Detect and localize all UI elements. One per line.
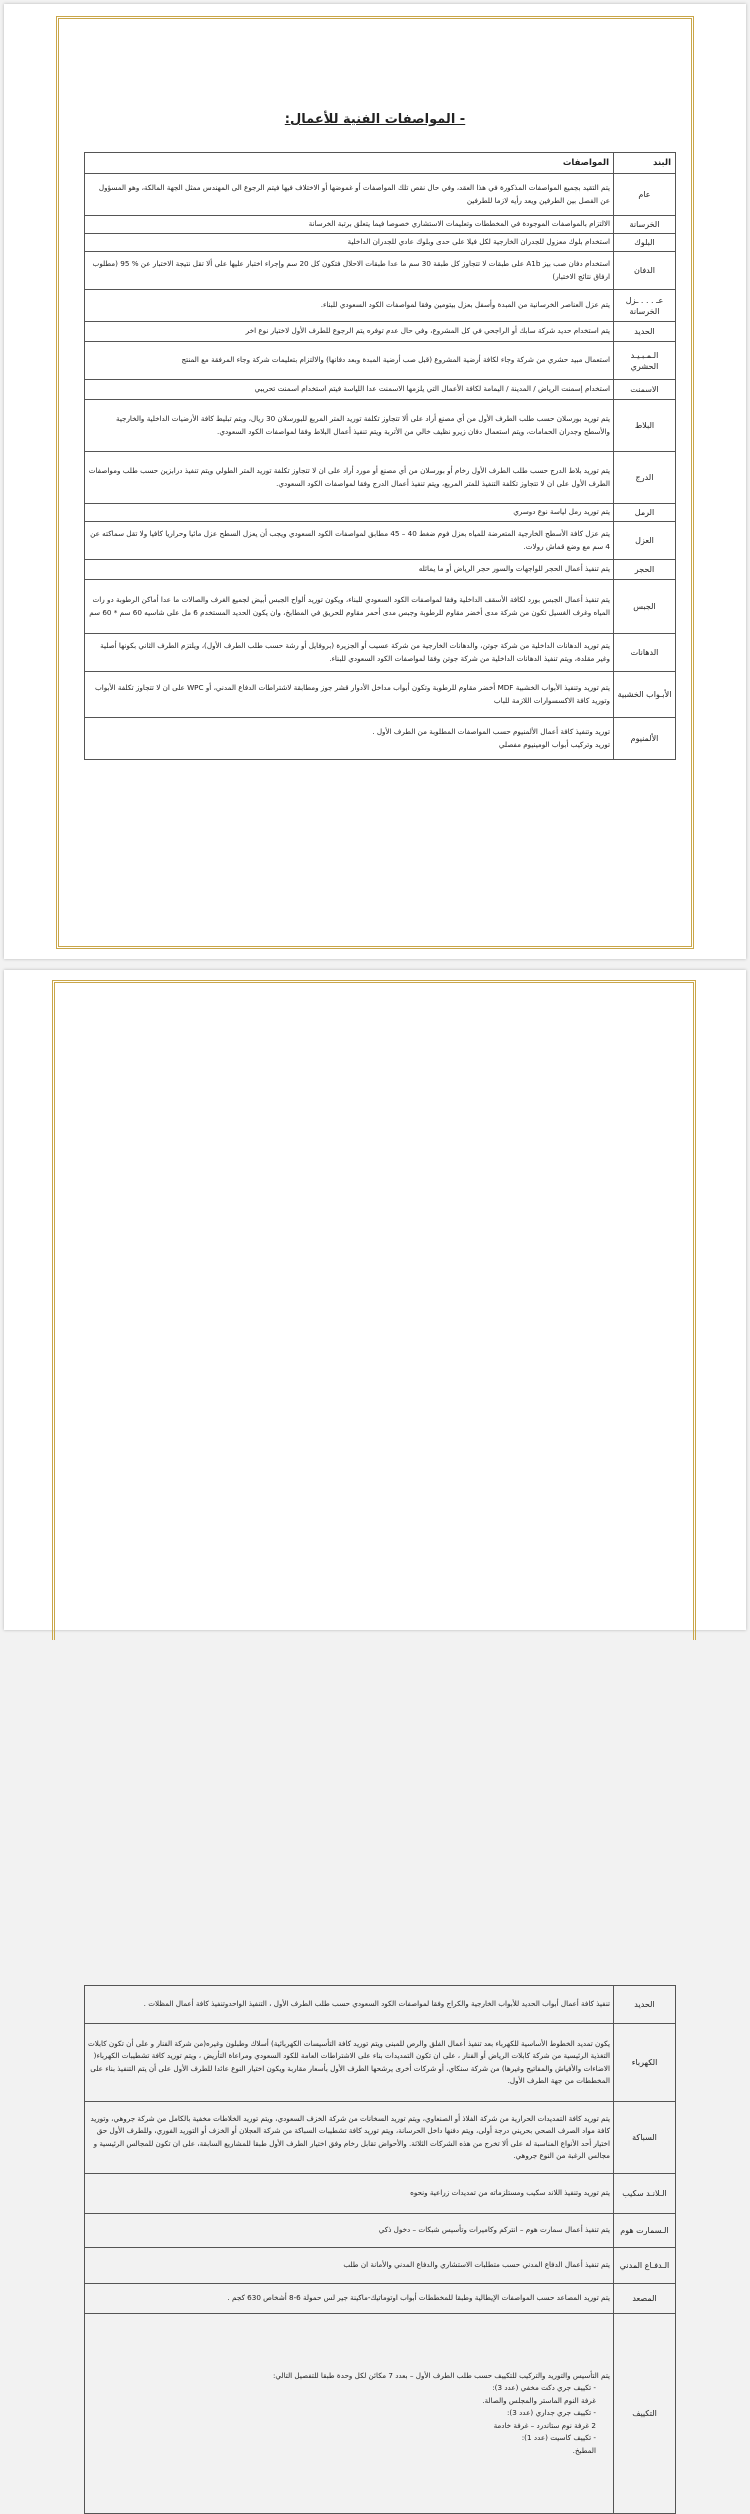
row-label: الحجر xyxy=(614,560,676,580)
row-spec xyxy=(85,718,614,760)
row-spec: يتم تنفيذ أعمال الحجر للواجهات والسور حجر الرياض أو ما يماثله xyxy=(85,560,614,580)
row-label: البلوك xyxy=(614,234,676,252)
document-page-1 xyxy=(4,4,746,959)
table-row xyxy=(85,1986,676,2024)
table-row xyxy=(85,560,676,580)
row-spec: استخدام إسمنت الرياض / المدينة / اليمامة لكافة الأعمال التي يلزمها الاسمنت عدا اللياسة فيتم استخدام اسمنت تحريبي xyxy=(85,380,614,400)
row-label: الـمـبـيـد الحشري xyxy=(614,342,676,380)
row-label: التكييف xyxy=(614,2314,676,2514)
row-label: الدرج xyxy=(614,452,676,504)
row-spec xyxy=(85,2314,614,2514)
table-row xyxy=(85,2314,676,2514)
header-spec: المواصفات xyxy=(85,153,614,174)
table-row xyxy=(85,580,676,634)
row-label: الـلانـد سكيب xyxy=(614,2174,676,2214)
table-row xyxy=(85,2214,676,2248)
table-header-row xyxy=(85,153,676,174)
table-row xyxy=(85,252,676,290)
page-title: - المواصفات الفنية للأعمال: xyxy=(284,112,466,127)
row-label: الخرسانة xyxy=(614,216,676,234)
row-spec: يتم توريد بورسلان حسب طلب الطرف الأول من أي مصنع أراد على ألا تتجاوز تكلفة توريد المتر المربع للبورسلان 30 ريال، ويتم تبليط كافة الأرضيات الداخلية والخارجية والأسطح وجدران الحمامات، ويتم استعمال دفان زيرو نظيف خالي من الأتربة ويتم تنفيذ أعمال البلاط وفقا لمواصفات الكود السعودي. xyxy=(85,400,614,452)
row-spec: الالتزام بالمواصفات الموجودة في المخططات وتعليمات الاستشاري خصوصا فيما يتعلق برتبة الخرسانة xyxy=(85,216,614,234)
row-spec: يكون تمديد الخطوط الأساسية للكهرباء بعد تنفيذ أعمال الفلق والرص للمبنى ويتم توريد كافة التأسيسات الكهربائية) أسلاك وطبلون وغيره(من شركة الفنار و على أن تكون كابلات التغذية الرئيسية من شركة كابلات الرياض أو الفنار ، على ان تكون التمديدات بناء على الاشتراطات العامة للكود السعودي ومراعاة التأريض ، ويتم توريد كافة تشطيبات الكهرباء( الاضاءات والأفياش والمفاتيح وغيرها) من شركة سنكاي، أو شركات أخرى يرشحها الطرف الأول بأسعار مقاربة ويكون اختيار النوع عائدا للطرف الأول على أن يتم التنفيذ بناء على المخططات من جهة الطرف الأول. xyxy=(85,2024,614,2102)
table-row xyxy=(85,290,676,322)
row-spec: استخدام بلوك معزول للجدران الخارجية لكل فيلا على حدى وبلوك عادي للجدران الداخلية xyxy=(85,234,614,252)
spec-line: 2 غرفة نوم ستاندرد – غرفة خادمة xyxy=(493,2420,596,2430)
spec-line: توريد وتركيب أبواب الومينيوم مفصلي xyxy=(498,739,610,749)
table-row xyxy=(85,174,676,216)
row-label: الاسمنت xyxy=(614,380,676,400)
table-row xyxy=(85,216,676,234)
row-label: العزل xyxy=(614,522,676,560)
row-spec: يتم عزل العناصر الخرسانية من المبدة وأسفل بعزل بيتومين وفقا لمواصفات الكود السعودي للبناء. xyxy=(85,290,614,322)
table-row xyxy=(85,2102,676,2174)
row-label: عام xyxy=(614,174,676,216)
row-label: الدهانات xyxy=(614,634,676,672)
row-label: الكهرباء xyxy=(614,2024,676,2102)
document-page-2 xyxy=(4,970,746,2455)
table-row xyxy=(85,672,676,718)
row-spec: يتم التقيد بجميع المواصفات المذكورة في هذا العقد، وفي حال نقص تلك المواصفات أو غموضها أو الاختلاف فيها فيتم الرجوع الى المهندس ممثل الجهة المالكة، وهو المسؤول عن الفصل بين الطرفين ويعد رأيه لازما للطرفين xyxy=(85,174,614,216)
row-spec: استعمال مبيد حشري من شركة وجاء لكافة أرضية المشروع (قبل صب أرضية المبدة وبعد دفانها) والالتزام بتعليمات شركة وجاء المرفقة مع المنتج xyxy=(85,342,614,380)
page-border xyxy=(52,980,696,1640)
row-spec: يتم توريد المصاعد حسب المواصفات الإيطالية وطبقا للمخططات أبواب اوتوماتيك-ماكينة جير لس حمولة 6-8 أشخاص 630 كجم . xyxy=(85,2284,614,2314)
table-row xyxy=(85,504,676,522)
header-item: البند xyxy=(614,153,676,174)
spec-line: توريد وتنفيذ كافة أعمال الألمنيوم حسب المواصفات المطلوبة من الطرف الأول . xyxy=(372,727,610,736)
table-row xyxy=(85,342,676,380)
row-label: الحديد xyxy=(614,322,676,342)
specs-table-page-1 xyxy=(84,152,676,760)
row-label: الأبـواب الخشبية xyxy=(614,672,676,718)
row-spec: يتم تنفيذ أعمال الجبس بورد لكافة الأسقف الداخلية وفقا لمواصفات الكود السعودي للبناء، ويكون توريد ألواح الجبس أبيض لجميع الغرف والصالات ما عدا أماكن الرطوبة دو رات المياه وغرف الغسيل تكون من شركة مدى أخضر مقاوم للرطوبة وجبس مدى أحمر مقاوم للحريق في المطابخ، وان يكون الحديد المستخدم 6 مل على شاسيه 60 سم * 60 سم xyxy=(85,580,614,634)
row-label: عـ . . . ـزل الخرسانة xyxy=(614,290,676,322)
table-row xyxy=(85,322,676,342)
spec-line: - تكييف كاسيت (عدد 1): xyxy=(521,2433,596,2443)
row-spec: يتم استخدام حديد شركة سابك أو الراجحي في كل المشروع، وفي حال عدم توفره يتم الرجوع للطرف الأول لاختيار نوع اخر xyxy=(85,322,614,342)
table-row xyxy=(85,522,676,560)
table-row xyxy=(85,400,676,452)
table-row xyxy=(85,2284,676,2314)
spec-line: المطبخ. xyxy=(572,2445,596,2455)
row-label: البلاط xyxy=(614,400,676,452)
table-row xyxy=(85,380,676,400)
row-spec: يتم عزل كافة الأسطح الخارجية المتعرضة للمياه بعزل فوم ضغط 40 – 45 مطابق لمواصفات الكود السعودي ويجب أن يعزل السطح عزل مائيا وحراريا كافيا ولا تقل سماكته عن 4 سم مع وضع قماش رولات. xyxy=(85,522,614,560)
row-spec: يتم توريد رمل لياسة نوع دوسري xyxy=(85,504,614,522)
row-label: الحديد xyxy=(614,1986,676,2024)
row-spec: تنفيذ كافة أعمال أبواب الحديد للأبواب الخارجية والكراج وفقا لمواصفات الكود السعودي حسب طلب الطرف الأول ، التنفيذ الواحدوتنفيذ كافة أعمال المظلات . xyxy=(85,1986,614,2024)
row-label: الجبس xyxy=(614,580,676,634)
row-label: الرمل xyxy=(614,504,676,522)
row-label: الـدفـاع المدني xyxy=(614,2248,676,2284)
table-row xyxy=(85,2174,676,2214)
row-label: الدفان xyxy=(614,252,676,290)
row-spec: يتم توريد وتنفيذ الأبواب الخشبية MDF أخضر مقاوم للرطوبة وتكون أبواب مداخل الأدوار قشر جوز ومطابقة لاشتراطات الدفاع المدني، أو WPC على ان لا تتجاوز تكلفة الأبواب وتوريد كافة الاكسسوارات اللازمة للباب xyxy=(85,672,614,718)
table-row xyxy=(85,234,676,252)
table-row xyxy=(85,634,676,672)
row-label: المصعد xyxy=(614,2284,676,2314)
row-label: السباكة xyxy=(614,2102,676,2174)
table-row xyxy=(85,452,676,504)
spec-line: - تكييف جري دكت مخفي (عدد 3): xyxy=(492,2383,596,2393)
row-label: الألمنيوم xyxy=(614,718,676,760)
spec-line: غرفة النوم الماستر والمجلس والصالة. xyxy=(482,2395,596,2405)
table-row xyxy=(85,2248,676,2284)
table-row xyxy=(85,718,676,760)
specs-table-page-2 xyxy=(84,1985,676,2514)
row-spec: يتم تنفيذ أعمال الدفاع المدني حسب متطلبات الاستشاري والدفاع المدني والأمانة ان طلب xyxy=(85,2248,614,2284)
row-spec: استخدام دفان صب بيز A1b على طبقات لا تتجاوز كل طبقة 30 سم ما عدا طبقات الاحلال فتكون كل 20 سم وإجراء اختبار عليها على ألا تقل نتيجة الاختبار عن % 95 (مطلوب ارفاق نتائج الاختبار) xyxy=(85,252,614,290)
spec-line: يتم التأسيس والتوريد والتركيب للتكييف حسب طلب الطرف الأول – بعدد 7 مكائن لكل وحدة طبقا للتفصيل التالي: xyxy=(273,2370,610,2380)
row-spec: يتم توريد وتنفيذ اللاند سكيب ومستلزماته من تمديدات زراعية ونحوه xyxy=(85,2174,614,2214)
row-spec: يتم تنفيذ أعمال سمارت هوم – انتركم وكاميرات وتأسيس شبكات – دخول ذكي xyxy=(85,2214,614,2248)
row-spec: يتم توريد الدهانات الداخلية من شركة جوتن، والدهانات الخارجية من شركة عسيب أو الجزيرة (بروفايل أو رشة حسب طلب الطرف الأول)، ويلتزم الطرف الثاني بكونها أصلية وغير مقلدة، ويتم تنفيذ الدهانات الداخلية من شركة جوتن وفقا لمواصفات الكود السعودي للبناء. xyxy=(85,634,614,672)
spec-line: - تكييف جري جداري (عدد 3): xyxy=(507,2408,596,2418)
table-row xyxy=(85,2024,676,2102)
row-spec: يتم توريد بلاط الدرج حسب طلب الطرف الأول رخام أو بورسلان من أي مصنع أو مورد أراد على ان لا تتجاوز تكلفة توريد المتر الطولي ويتم تنفيذ درابزين حسب طلب ومواصفات الطرف الأول على ان لا تتجاوز تكلفة التنفيذ للمتر المربع، ويتم تنفيذ أعمال الدرج وفقا لمواصفات الكود السعودي. xyxy=(85,452,614,504)
row-spec: يتم توريد كافة التمديدات الحرارية من شركة الفلاذ أو الصنعاوي، ويتم توريد السخانات من شركة الخزف السعودي، ويتم توريد الخلاطات مخفية بالكامل من شركة جروهي، وتوريد كافة مواد الصرف الصحي بحريني درجة أولى، ويتم دفنها داخل الحرسانة، ويتم توريد كافة تشطيبات السباكة من شركة العجلان أو الخزف أو التوريد الفوري، وللطرف الأول حق اختيار أحد الأنواع المناسبة له على ألا تخرج من هذه الشركات الثلاثة. والأحواض تقابل رخام وفق اختيار الطرف الأول طبقا للمشاريع السابقة، على ان تكون للمجالس الرئيسية و مجالس الرغبة من النوع جروهي. xyxy=(85,2102,614,2174)
row-label: الـسمارت هوم xyxy=(614,2214,676,2248)
